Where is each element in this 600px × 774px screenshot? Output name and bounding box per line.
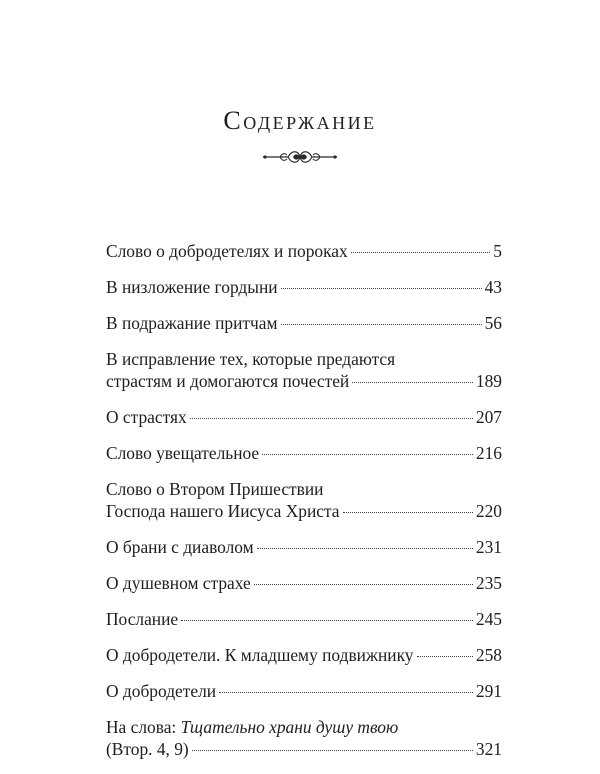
toc-page-number: 5	[493, 241, 502, 261]
dot-leader	[281, 324, 482, 325]
toc-entry-title-prefix: На слова:	[106, 717, 181, 737]
toc-entry-title-line: Слово о Втором Пришествии	[106, 479, 324, 499]
toc-page-number: 56	[484, 313, 502, 333]
dot-leader	[417, 656, 473, 657]
dot-leader	[254, 584, 473, 585]
toc-entry-title: О душевном страхе	[106, 573, 251, 593]
dot-leader	[192, 750, 473, 751]
toc-entry[interactable]	[106, 572, 502, 594]
toc-entry-title: В низложение гордыни	[106, 277, 278, 297]
toc-entry[interactable]	[106, 716, 502, 760]
dot-leader	[219, 692, 473, 693]
dot-leader	[351, 252, 491, 253]
toc-entry[interactable]	[106, 312, 502, 334]
toc-entry-title: Слово о добродетелях и пороках	[106, 241, 348, 261]
toc-page-number: 321	[475, 739, 502, 759]
toc-entry-title: О страстях	[106, 407, 187, 427]
toc-entry-title: страстям и домогаются почестей	[106, 371, 350, 391]
toc-page-number: 231	[475, 537, 502, 557]
toc-page-number: 43	[484, 277, 502, 297]
toc-entry-title: О добродетели	[106, 681, 217, 701]
dot-leader	[281, 288, 482, 289]
toc-page-number: 245	[475, 609, 502, 629]
toc-entry-title: Господа нашего Иисуса Христа	[106, 501, 340, 521]
toc-page-number: 207	[475, 407, 502, 427]
toc-entry-title: (Втор. 4, 9)	[106, 739, 189, 759]
table-of-contents	[106, 240, 502, 774]
dot-leader	[181, 620, 473, 621]
toc-entry-title: В подражание притчам	[106, 313, 278, 333]
toc-entry-title-line: В исправление тех, которые предаются	[106, 349, 396, 369]
toc-page-number: 189	[475, 371, 502, 391]
dot-leader	[352, 382, 473, 383]
toc-entry[interactable]	[106, 478, 502, 522]
ornament-icon	[262, 146, 338, 168]
toc-page-number: 235	[475, 573, 502, 593]
toc-page-number: 216	[475, 443, 502, 463]
toc-entry[interactable]	[106, 240, 502, 262]
page-title: Содержание	[223, 106, 377, 135]
toc-page-number: 258	[475, 645, 502, 665]
toc-entry-title: Послание	[106, 609, 179, 629]
toc-entry[interactable]	[106, 680, 502, 702]
toc-entry[interactable]	[106, 276, 502, 298]
dot-leader	[262, 454, 473, 455]
toc-entry-title-line	[106, 716, 502, 738]
toc-page-number: 291	[475, 681, 502, 701]
toc-entry[interactable]	[106, 348, 502, 392]
toc-entry-title: О брани с диаволом	[106, 537, 254, 557]
toc-entry[interactable]	[106, 442, 502, 464]
toc-page-number: 220	[475, 501, 502, 521]
toc-entry[interactable]	[106, 406, 502, 428]
dot-leader	[257, 548, 473, 549]
toc-entry[interactable]	[106, 536, 502, 558]
toc-entry-title-quote: Тщательно храни душу твою	[180, 717, 399, 737]
toc-entry-title: Слово увещательное	[106, 443, 260, 463]
toc-entry[interactable]	[106, 608, 502, 630]
toc-entry-title: О добродетели. К младшему подвижнику	[106, 645, 414, 665]
dot-leader	[190, 418, 473, 419]
toc-entry[interactable]	[106, 644, 502, 666]
dot-leader	[343, 512, 473, 513]
